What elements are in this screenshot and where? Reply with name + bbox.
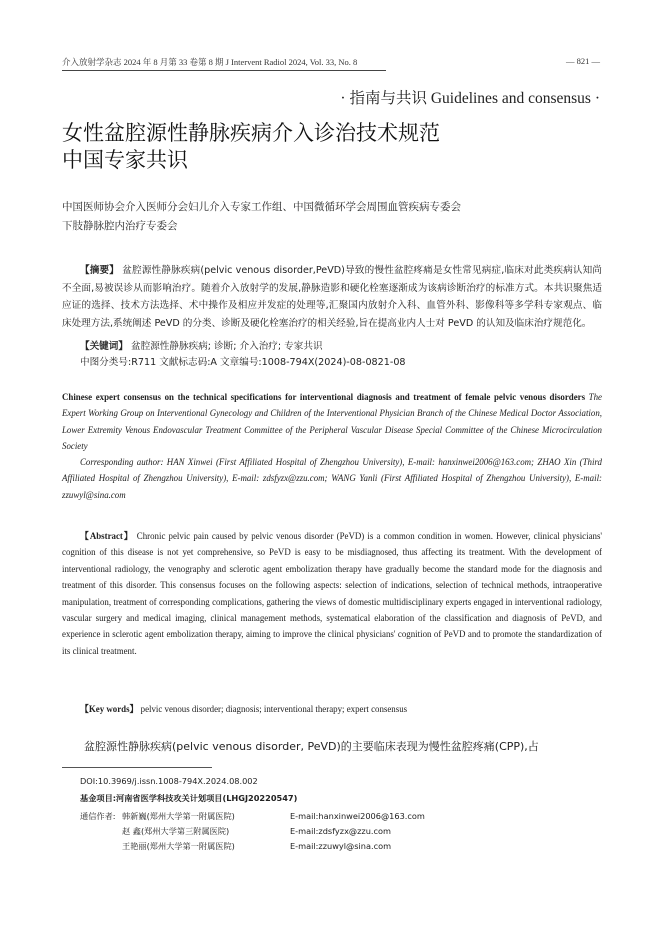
title-line-1: 女性盆腔源性静脉疾病介入诊治技术规范 [62,121,440,145]
authors-line-2: 下肢静脉腔内治疗专委会 [62,220,178,232]
abstract-cn [62,262,602,332]
body-first-line: 盆腔源性静脉疾病(pelvic venous disorder, PeVD)的主要临床表现为慢性盆腔疼痛(CPP),占 [84,740,539,753]
doi-line: DOI:10.3969/j.issn.1008-794X.2024.08.002 [80,776,258,786]
corresponding-label: 通信作者: [80,811,116,821]
english-abstract-text: Chronic pelvic pain caused by pelvic venous disorder (PeVD) is a common condition in women. However, clinical physicians' cognition of this disease is not yet comprehensive, so PeVD is easy to be misdiagnosed, thus affecting its treatment. With the development of interventional radiology, the venography and sclerotic agent embolization therapy have gradually become the standard mode for the diagnosis and treatment of this disorder. This consensus focuses on the following aspects: selection of indications, selection of technical methods, intraoperative manipulation, treatment of corresponding complications, gathering the views of domestic multidisciplinary experts engaged in interventional radiology, vascular surgery and medical imaging, clinical management methods, systematical elaboration of the classification and diagnosis of PeVD, and experience in sclerotic agent embolization therapy, aiming to improve the clinical physicians' cognition of PeVD and to promote the standardization of its clinical treatment. [62,531,602,656]
corr-name: 韩新巍(郑州大学第一附属医院) [122,811,235,821]
corr-email: E-mail:zdsfyzx@zzu.com [290,826,391,836]
title-line-2: 中国专家共识 [62,148,188,172]
abstract-cn-text: 盆腔源性静脉疾病(pelvic venous disorder,PeVD)导致的慢性盆腔疼痛是女性常见病症,临床对此类疾病认知尚不全面,易被误诊从而影响治疗。随着介入放射学的发展,静脉造影和硬化栓塞逐渐成为该病诊断治疗的标准方式。本共识聚焦适应证的选择、技术方法选择、术中操作及相应并发症的处理等,汇聚国内放射介入科、血管外科、影像科等多学科专家观点、临床处理方法,系统阐述 PeVD 的分类、诊断及硬化栓塞治疗的相关经验,旨在提高业内人士对 PeVD 的认知及临床治疗规范化。 [62,265,603,329]
corr-name: 王艳丽(郑州大学第一附属医院) [122,841,235,851]
keywords-cn-label: 【关键词】 [80,341,128,352]
page-number: — 821 — [566,56,600,66]
article-title-cn [62,120,602,174]
funding-line: 基金项目:河南省医学科技攻关计划项目(LHGJ20220547) [80,793,298,803]
section-tag: · 指南与共识 Guidelines and consensus · [340,90,600,107]
english-corresponding: Corresponding author: HAN Xinwei (First Affiliated Hospital of Zhengzhou University), E-mail: hanxinwei2006@163.com; ZHAO Xin (Third Affiliated Hospital of Zhengzhou University), E-mail: zdsfyzx@zzu.com; WANG Yanli (First Affiliated Hospital of Zhengzhou University), E-mail: zzuwyl@sina.com [62,457,602,500]
classification-line: 中图分类号:R711 文献标志码:A 文章编号:1008-794X(2024)-08-0821-08 [80,357,406,368]
english-keywords-text: pelvic venous disorder; diagnosis; interventional therapy; expert consensus [138,704,408,714]
english-title-block [62,389,602,455]
english-keywords-label: 【Key words】 [80,704,139,714]
authors-cn [62,198,602,236]
authors-line-1: 中国医师协会介入医师分会妇儿介入专家工作组、中国微循环学会周围血管疾病专委会 [62,201,461,213]
running-header: 介入放射学杂志 2024 年 8 月第 33 卷第 8 期 J Intervent Radiol 2024, Vol. 33, No. 8 [62,56,386,71]
english-title: Chinese expert consensus on the technical specifications for interventional diagnosis and treatment of female pelvic venous disorders [62,392,586,402]
english-abstract-label: 【Abstract】 [80,531,134,541]
corresponding-author-2 [122,825,391,837]
english-keywords [62,701,620,717]
corr-name: 赵 鑫(郑州大学第三附属医院) [122,826,230,836]
corr-email: E-mail:hanxinwei2006@163.com [290,811,425,821]
footnote-divider [62,767,212,768]
corr-email: E-mail:zzuwyl@sina.com [290,841,392,851]
corresponding-author-3 [122,840,391,852]
keywords-cn [62,338,620,356]
english-abstract [62,528,602,659]
abstract-cn-label: 【摘要】 [80,265,120,276]
english-author-group: The Expert Working Group on Interventional Gynecology and Children of the Interventional Physician Branch of the Chinese Medical Doctor Association, Lower Extremity Venous Endovascular Treatment Committee of the Peripheral Vascular Disease Special Committee of the Chinese Microcirculation Society [62,392,602,452]
corresponding-author-1 [80,810,425,822]
keywords-cn-text: 盆腔源性静脉疾病; 诊断; 介入治疗; 专家共识 [127,341,323,352]
